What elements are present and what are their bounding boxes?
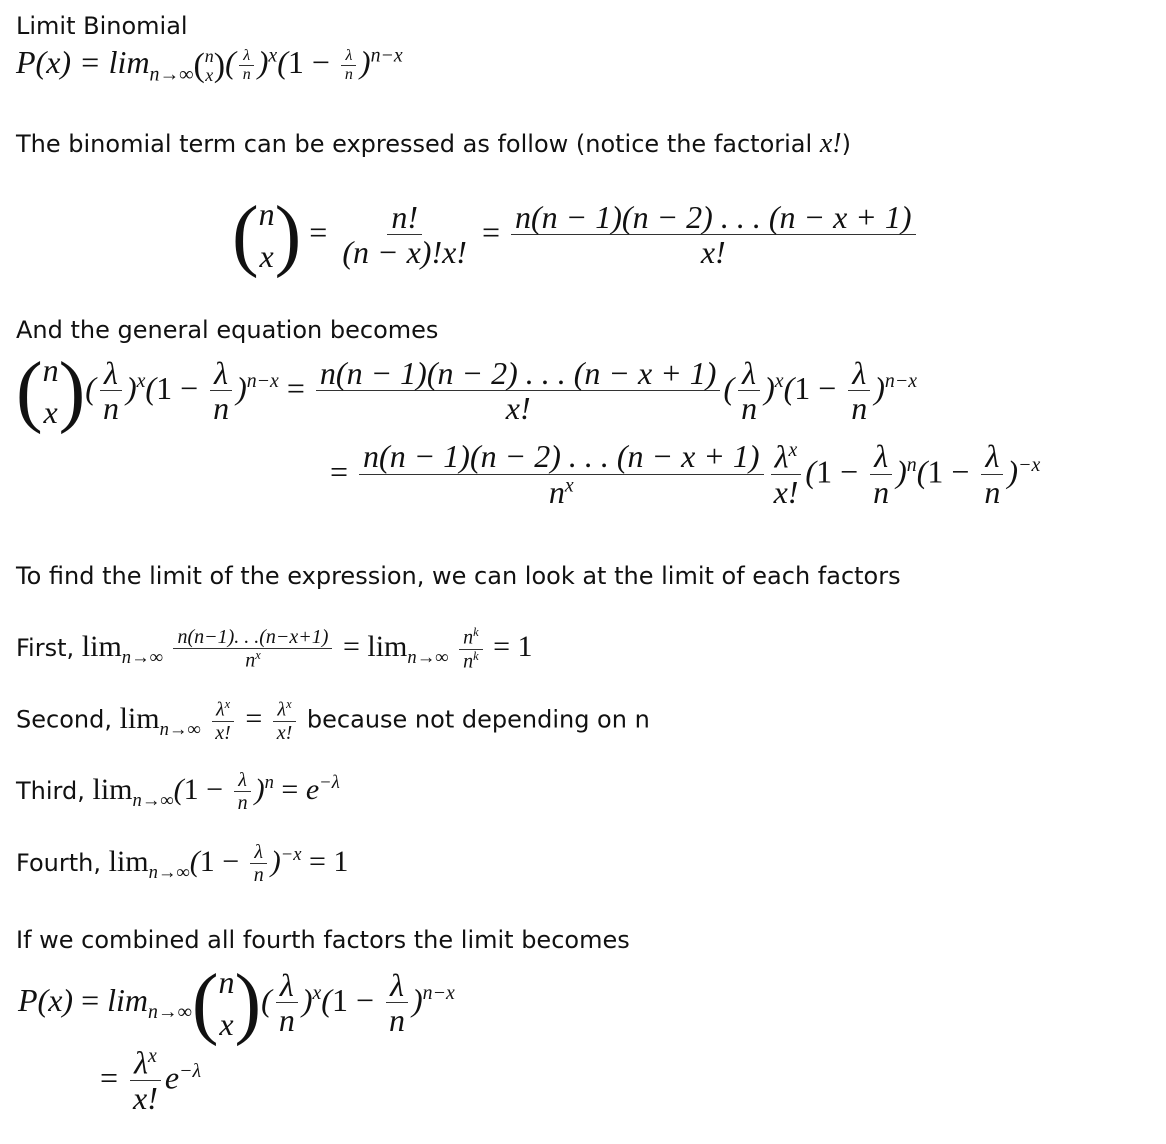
combined-intro-text: If we combined all fourth factors the limit becomes	[16, 926, 630, 954]
general-equation-line-1: ( n x ) ( $\frac{\lambda}{n}$ )$^x$(1 − $\frac{\lambda}{n}$ )$^{n-x}$ = $\frac{n(n - 1)(n - 2) . . . (n - x + 1)}{x!}$ ( $\frac{\lambda}{n}$ )$^x$(1 − $\frac{\lambda}{n}$ )$^{n-x}$	[16, 347, 918, 435]
final-equation-line-1: $P(x) = \lim_{n\to\infty}$ ( n x ) ( $\frac{\lambda}{n}$ )$^x$(1 − $\frac{\lambda}{n}$ )$^{n-x}$	[18, 959, 455, 1047]
fourth-factor: Fourth, $\lim_{n\to\infty}(1$ − $\frac{\lambda}{n}$ )$^{-x}$ = 1	[16, 841, 349, 886]
third-factor: Third, $\lim_{n\to\infty}(1$ − $\frac{\lambda}{n}$ )$^n = e^{-\lambda}$	[16, 769, 340, 814]
final-equation-line-2: = $\frac{\lambda^x}{x!}$ $e^{-\lambda}$	[100, 1044, 202, 1117]
binomial-term-equation: ( n x ) = $\frac{n!}{(n - x)!x!}$ = $\frac{n(n - 1)(n - 2) . . . (n - x + 1)}{x!}$	[232, 190, 919, 281]
limit-intro-text: To find the limit of the expression, we can look at the limit of each factors	[16, 562, 901, 590]
binomial-intro-text: The binomial term can be expressed as follow (notice the factorial x!)	[16, 128, 851, 159]
general-intro-text: And the general equation becomes	[16, 316, 439, 344]
page-title: Limit Binomial	[16, 12, 188, 40]
first-factor: First, $\lim_{n\to\infty}$ $\frac{n(n-1). . .(n-x+1)}{n^x}$ = $\lim_{n\to\infty}$ $\frac{n^k}{n^k}$ = 1	[16, 625, 533, 673]
definition-equation: $P(x) = \lim_{n\to\infty}$ ( n x ) ( $\frac{\lambda}{n}$ )$^x$(1 − $\frac{\lambda}{n}$ )$^{n-x}$	[16, 44, 403, 86]
general-equation-line-2: = $\frac{n(n - 1)(n - 2) . . . (n - x + 1)}{n^x}$ $\frac{\lambda^x}{x!}$ (1 − $\frac{\lambda}{n}$ )$^n$(1 − $\frac{\lambda}{n}$ )$^{-x}$	[330, 438, 1041, 511]
second-factor: Second, $\lim_{n\to\infty}$ $\frac{\lambda^x}{x!}$ = $\frac{\lambda^x}{x!}$ because not depending on n	[16, 697, 650, 744]
